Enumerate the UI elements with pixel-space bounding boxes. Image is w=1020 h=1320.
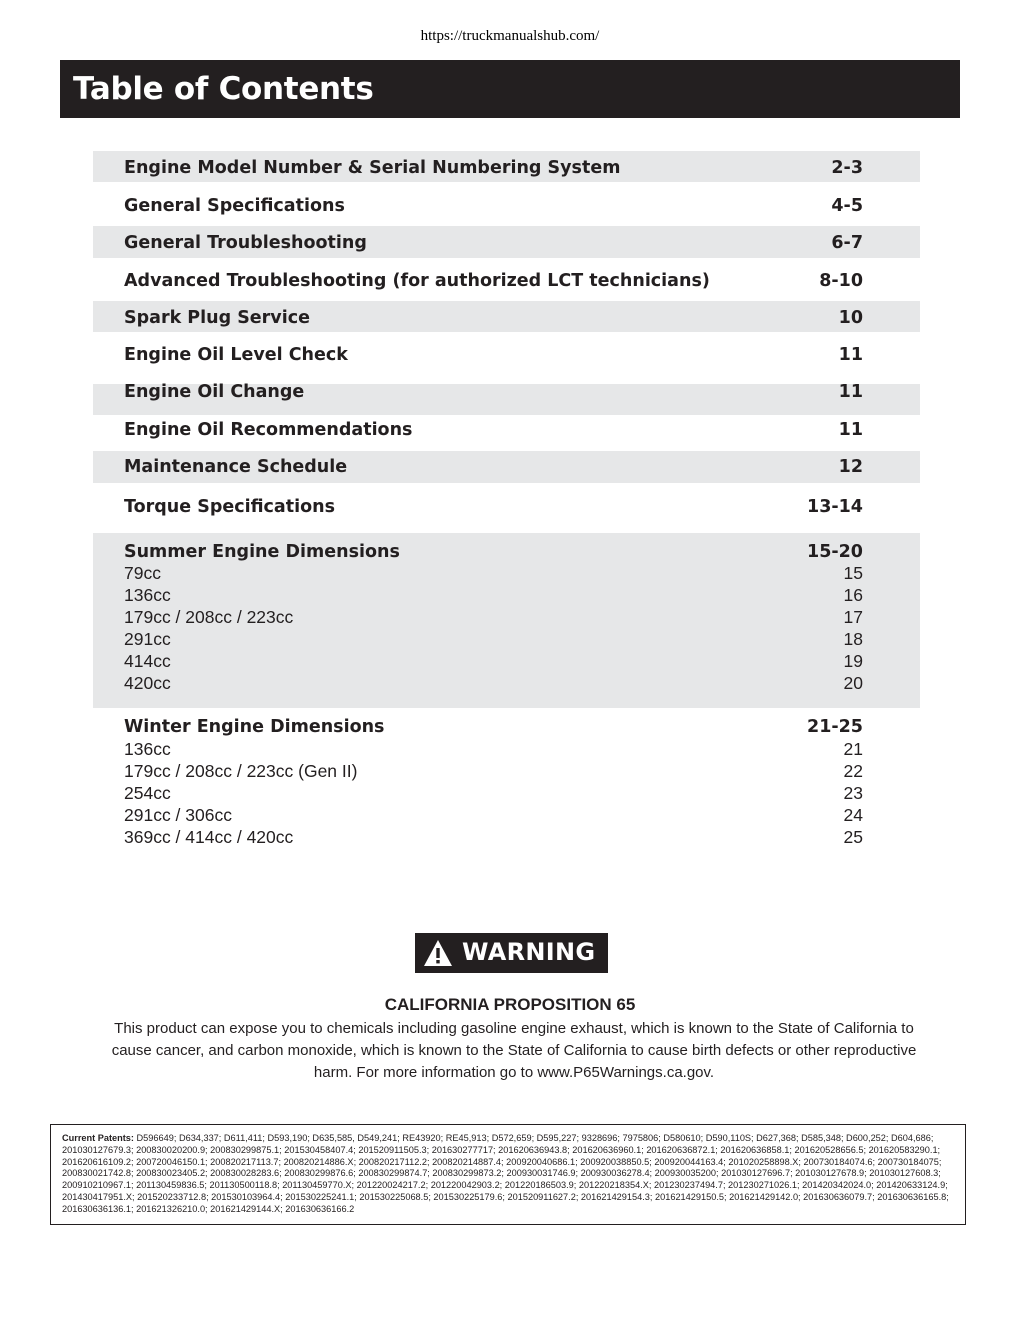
toc-entry-label: Spark Plug Service xyxy=(124,308,310,328)
toc-sub-page: 18 xyxy=(843,629,863,649)
page-title: Table of Contents xyxy=(73,71,374,107)
toc-sub-page: 19 xyxy=(843,651,863,671)
toc-entry-page: 6-7 xyxy=(831,233,863,253)
toc-sub-label: 420cc xyxy=(124,673,171,693)
toc-sub-page: 21 xyxy=(843,739,863,759)
toc-entry-label: Maintenance Schedule xyxy=(124,457,348,477)
toc-row[interactable] xyxy=(93,451,920,483)
warning-triangle-icon xyxy=(423,939,453,967)
toc-sub-label: 369cc / 414cc / 420cc xyxy=(124,827,294,847)
toc-sub-item xyxy=(124,783,863,805)
source-url[interactable]: https://truckmanualshub.com/ xyxy=(420,28,600,44)
toc-entry-page: 2-3 xyxy=(831,158,863,178)
toc-sub-page: 23 xyxy=(843,783,863,803)
toc-sub-item xyxy=(124,629,863,651)
toc-sub-page: 20 xyxy=(843,673,863,693)
toc-sub-item xyxy=(124,607,863,629)
toc-sub-page: 25 xyxy=(843,827,863,847)
toc-row[interactable] xyxy=(93,151,920,182)
toc-entry-page: 10 xyxy=(838,308,863,328)
toc-entry-page: 12 xyxy=(838,457,863,477)
toc-sub-label: 136cc xyxy=(124,739,171,759)
toc-sub-label: 254cc xyxy=(124,783,171,803)
toc-sub-label: 291cc xyxy=(124,629,171,649)
toc-section-label: Summer Engine Dimensions xyxy=(124,542,400,562)
toc-entry-label: Advanced Troubleshooting (for authorized LCT technicians) xyxy=(124,271,710,291)
toc-entry-page: 8-10 xyxy=(819,271,863,291)
toc-row[interactable] xyxy=(93,190,920,221)
toc-entry-label: Engine Oil Level Check xyxy=(124,345,348,365)
toc-entry-page: 4-5 xyxy=(831,196,863,216)
toc-sub-label: 291cc / 306cc xyxy=(124,805,232,825)
toc-entry-label: Engine Oil Change xyxy=(124,382,305,402)
toc-sub-label: 179cc / 208cc / 223cc (Gen II) xyxy=(124,761,358,781)
toc-row[interactable] xyxy=(93,339,920,370)
toc-entry-page: 11 xyxy=(838,420,863,440)
toc-section-label: Winter Engine Dimensions xyxy=(124,717,385,737)
toc-sub-label: 414cc xyxy=(124,651,171,671)
toc-row[interactable] xyxy=(93,492,920,523)
toc-sub-label: 179cc / 208cc / 223cc xyxy=(124,607,294,627)
patents-label: Current Patents: xyxy=(62,1133,134,1143)
toc-sub-page: 22 xyxy=(843,761,863,781)
toc-row[interactable] xyxy=(93,265,920,296)
patents-list: D596649; D634,337; D611,411; D593,190; D635,585, D549,241; RE43920; RE45,913; D572,659; D595,227; 9328696; 7975806; D580610; D590,110S; D627,368; D585,348; D600,252; D604,686; 201030127679.3; 200830020200.9; 200830299875.1; 201530458407.4; 201520911505.3; 201630277717; 201620636943.8; 201620636960.1; 201620636872.1; 201620636858.1; 201620528656.5; 201620583290.1; 201620616109.2; 200720046150.1; 200820217113.7; 200820214886.X; 200820217112.2; 200820214887.4; 200920040686.1; 200920038850.5; 200920044163.4; 201020258898.X; 200730184074.6; 200730184075; 200830021742.8; 200830023405.2; 200830028283.6; 200830299876.6; 200830299874.7; 200830299873.2; 200930031746.9; 200930036278.4; 200930035200; 201030127696.7; 201030127678.9; 201030127608.3; 200910210967.1; 201130459836.5; 201130500118.8; 201130459770.X; 201220024217.2; 201220042903.2; 201220186503.9; 201220218354.X; 201230237494.7; 201230271026.1; 201420342024.0; 201420633124.9; 201430417951.X; 201520233712.8; 201530103964.4; 201530225241.1; 201530225068.5; 201530225179.6; 201520911627.2; 201621429154.3; 201621429150.5; 201621429142.0; 201630636079.7; 201630636165.8; 201630636136.1; 201621326210.0; 201621429144.X; 201630636166.2 xyxy=(62,1133,949,1214)
toc-section-page: 15-20 xyxy=(807,542,863,562)
toc-sub-page: 16 xyxy=(843,585,863,605)
toc-entry-label: Torque Specifications xyxy=(124,497,335,517)
prop65-text: This product can expose you to chemicals including gasoline engine exhaust, which is known to the State of California to cause cancer, and carbon monoxide, which is known to the State of California to cause birth defects or other reproductive harm. For more information go to www.P65Warnings.ca.gov. xyxy=(111,1020,917,1081)
toc-row[interactable] xyxy=(93,415,920,446)
toc-section-winter[interactable] xyxy=(93,708,920,858)
toc-entry-page: 11 xyxy=(838,345,863,365)
toc-section-summer[interactable] xyxy=(93,533,920,708)
toc-sub-item xyxy=(124,563,863,585)
toc-entry-label: General Specifications xyxy=(124,196,345,216)
toc-sub-item xyxy=(124,739,863,761)
toc-sub-item xyxy=(124,805,863,827)
toc-row[interactable] xyxy=(93,301,920,332)
toc-row[interactable] xyxy=(93,384,920,415)
toc-sub-item xyxy=(124,673,863,695)
toc-entry-label: Engine Oil Recommendations xyxy=(124,420,413,440)
warning-label: WARNING xyxy=(462,938,596,966)
toc-entry-page: 11 xyxy=(838,382,863,402)
patents-box xyxy=(50,1124,966,1225)
title-bar xyxy=(60,60,960,118)
toc-sub-label: 79cc xyxy=(124,563,161,583)
toc-entry-page: 13-14 xyxy=(807,497,863,517)
toc-sub-page: 17 xyxy=(843,607,863,627)
warning-banner xyxy=(415,933,608,973)
toc-entry-label: Engine Model Number & Serial Numbering System xyxy=(124,158,621,178)
toc-sub-page: 24 xyxy=(843,805,863,825)
prop65-heading: CALIFORNIA PROPOSITION 65 xyxy=(384,995,636,1014)
toc-sub-item xyxy=(124,761,863,783)
toc-sub-item xyxy=(124,827,863,849)
toc-sub-item xyxy=(124,585,863,607)
toc-sub-item xyxy=(124,651,863,673)
toc-row[interactable] xyxy=(93,226,920,258)
toc-section-page: 21-25 xyxy=(807,717,863,737)
toc-sub-label: 136cc xyxy=(124,585,171,605)
toc-sub-page: 15 xyxy=(843,563,863,583)
toc-entry-label: General Troubleshooting xyxy=(124,233,367,253)
